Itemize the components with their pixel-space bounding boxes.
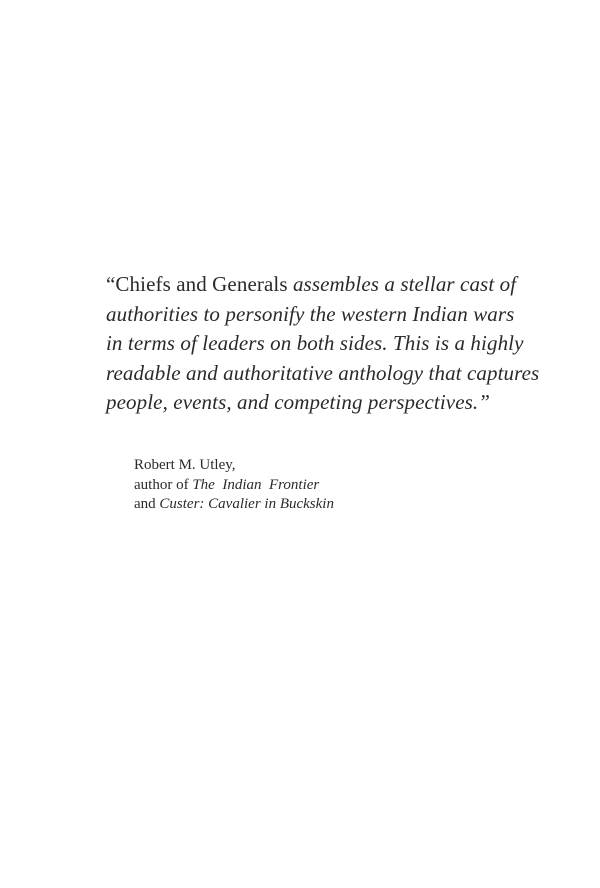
- and-prefix: and: [134, 496, 160, 512]
- attribution-book-line-2: [134, 495, 334, 515]
- book-title-indian-frontier: The Indian Frontier: [192, 476, 320, 493]
- quote-attribution: [134, 456, 334, 515]
- quote-line-1: [106, 270, 526, 300]
- book-title-chiefs-and-generals: Chiefs and Generals: [115, 272, 288, 296]
- quote-line-2: authorities to personify the western Indian wars: [106, 301, 515, 326]
- endorsement-quote: [106, 270, 540, 418]
- quote-line-3: in terms of leaders on both sides. This is a highly: [106, 331, 524, 355]
- attribution-name: Robert M. Utley,: [134, 457, 236, 473]
- quote-line-5: people, events, and competing perspectives.”: [106, 390, 491, 414]
- quote-line-4: readable and authoritative anthology that captures: [106, 360, 540, 385]
- quote-open-mark: “: [106, 272, 116, 296]
- quote-line-1-rest: assembles a stellar cast of: [287, 272, 517, 296]
- book-title-custer-cavalier: Custer: Cavalier in Buckskin: [159, 496, 334, 512]
- author-of-prefix: author of: [134, 476, 193, 493]
- attribution-book-line-1: [134, 476, 334, 496]
